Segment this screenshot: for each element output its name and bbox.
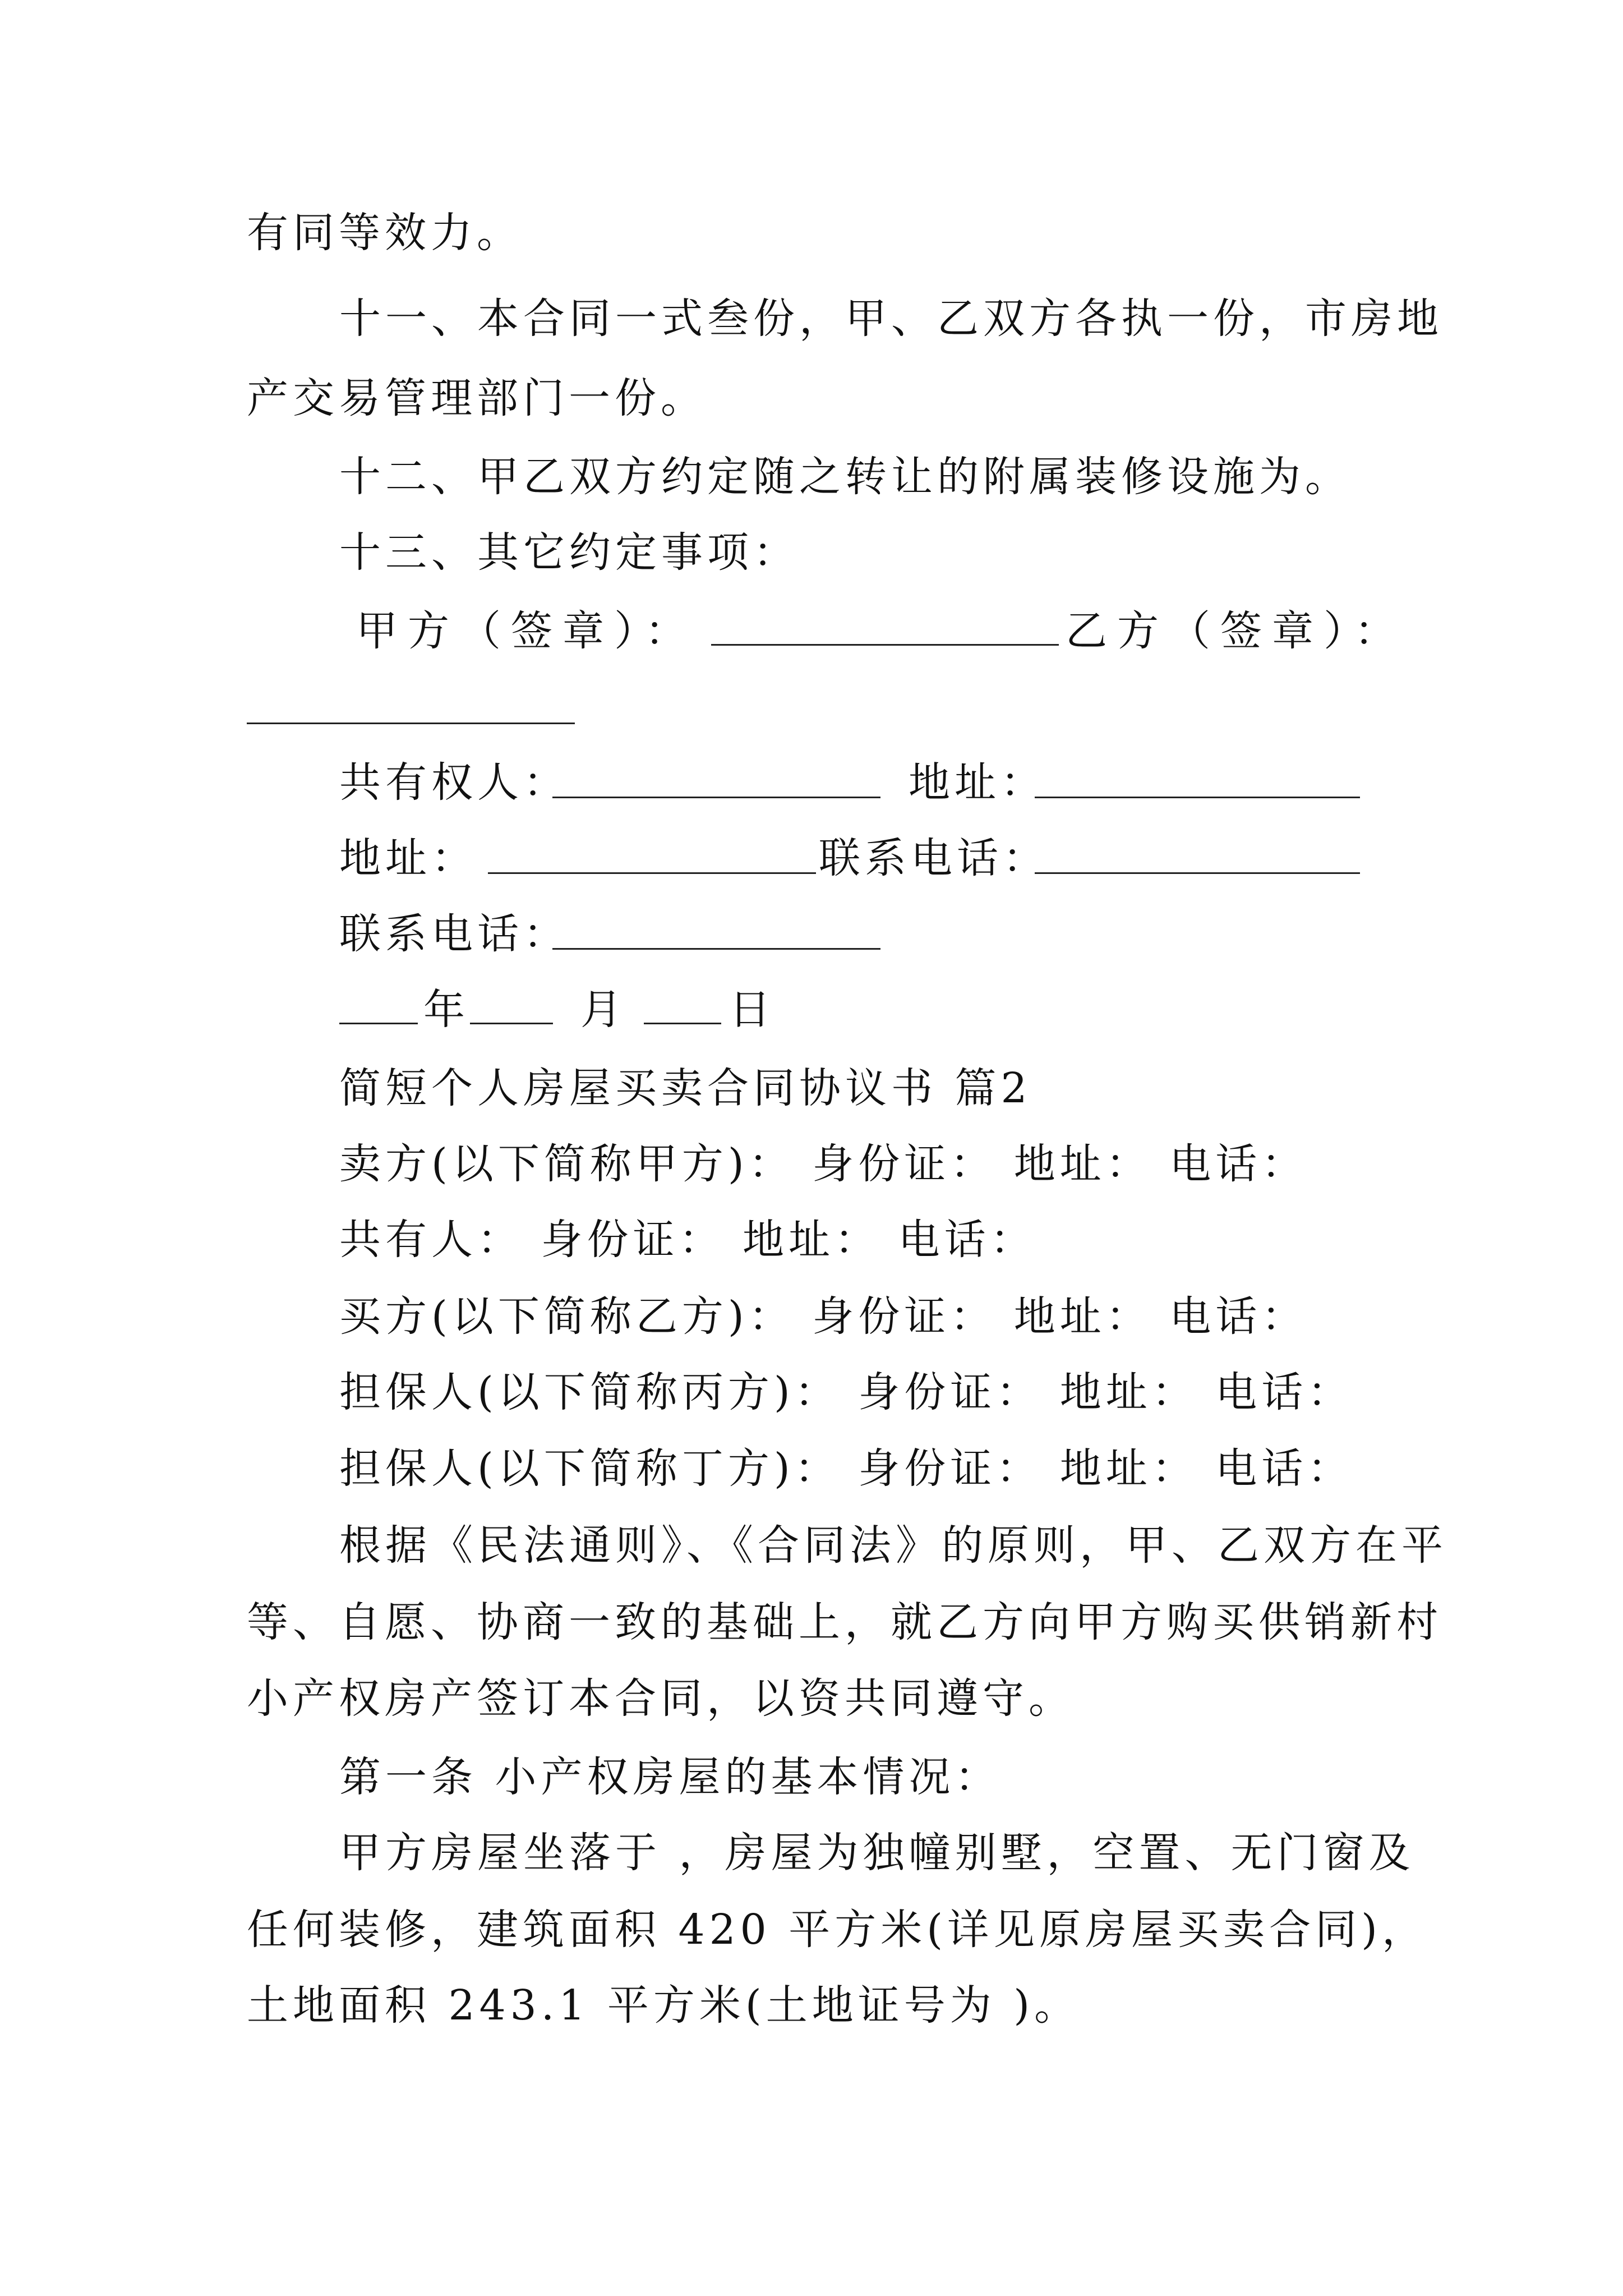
- paragraph-line: 甲方房屋坐落于 ，房屋为独幢别墅，空置、无门窗及: [339, 1829, 1415, 1877]
- day-label: 日: [729, 986, 775, 1034]
- phone-blank-b: [1035, 839, 1360, 874]
- co-owner-line: 共有人： 身份证： 地址： 电话：: [339, 1216, 1036, 1264]
- phone-blank-a: [552, 914, 880, 950]
- address-label-a: 地址：: [339, 834, 477, 882]
- text-line: 有同等效力。: [247, 209, 523, 257]
- text-line: 十一、本合同一式叁份，甲、乙双方各执一份，市房地: [339, 295, 1443, 343]
- day-blank: [644, 989, 721, 1024]
- guarantor-c-line: 担保人(以下简称丙方)： 身份证： 地址： 电话：: [339, 1368, 1354, 1416]
- text-line: 十三、其它约定事项：: [339, 528, 799, 577]
- text-line: 产交易管理部门一份。: [247, 374, 707, 422]
- phone-label-b: 联系电话：: [819, 834, 1049, 882]
- address-blank-a: [488, 839, 816, 874]
- address-blank-b: [1035, 763, 1360, 798]
- address-label-b: 地址：: [909, 758, 1046, 807]
- co-owner-blank: [552, 763, 880, 798]
- paragraph-line: 等、自愿、协商一致的基础上，就乙方向甲方购买供销新村: [247, 1598, 1442, 1646]
- month-label: 月: [580, 986, 626, 1034]
- paragraph-line: 根据《民法通则》、《合同法》的原则，甲、乙双方在平: [339, 1521, 1447, 1570]
- paragraph-line: 土地面积 243.1 平方米(土地证号为 )。: [247, 1981, 1081, 2030]
- guarantor-d-line: 担保人(以下简称丁方)： 身份证： 地址： 电话：: [339, 1444, 1354, 1493]
- section-heading: 简短个人房屋买卖合同协议书 篇2: [339, 1064, 1032, 1112]
- paragraph-line: 小产权房产签订本合同，以资共同遵守。: [247, 1674, 1075, 1723]
- year-label: 年: [423, 986, 469, 1034]
- buyer-line: 买方(以下简称乙方)： 身份证： 地址： 电话：: [339, 1292, 1308, 1341]
- article-heading: 第一条 小产权房屋的基本情况：: [339, 1753, 1001, 1801]
- year-blank: [339, 989, 418, 1024]
- party-a-signature-label: 甲方（签章）：: [356, 607, 697, 655]
- paragraph-line: 任何装修，建筑面积 420 平方米(详见原房屋买卖合同)，: [247, 1906, 1428, 1954]
- seller-line: 卖方(以下简称甲方)： 身份证： 地址： 电话：: [339, 1140, 1308, 1188]
- month-blank: [470, 989, 553, 1024]
- phone-label-a: 联系电话：: [339, 910, 569, 958]
- party-b-signature-blank: [247, 689, 575, 724]
- party-a-signature-blank: [711, 610, 1059, 646]
- party-b-signature-label: 乙方（签章）：: [1066, 607, 1406, 655]
- co-owner-label: 共有权人：: [339, 758, 569, 807]
- text-line: 十二、甲乙双方约定随之转让的附属装修设施为。: [339, 453, 1351, 501]
